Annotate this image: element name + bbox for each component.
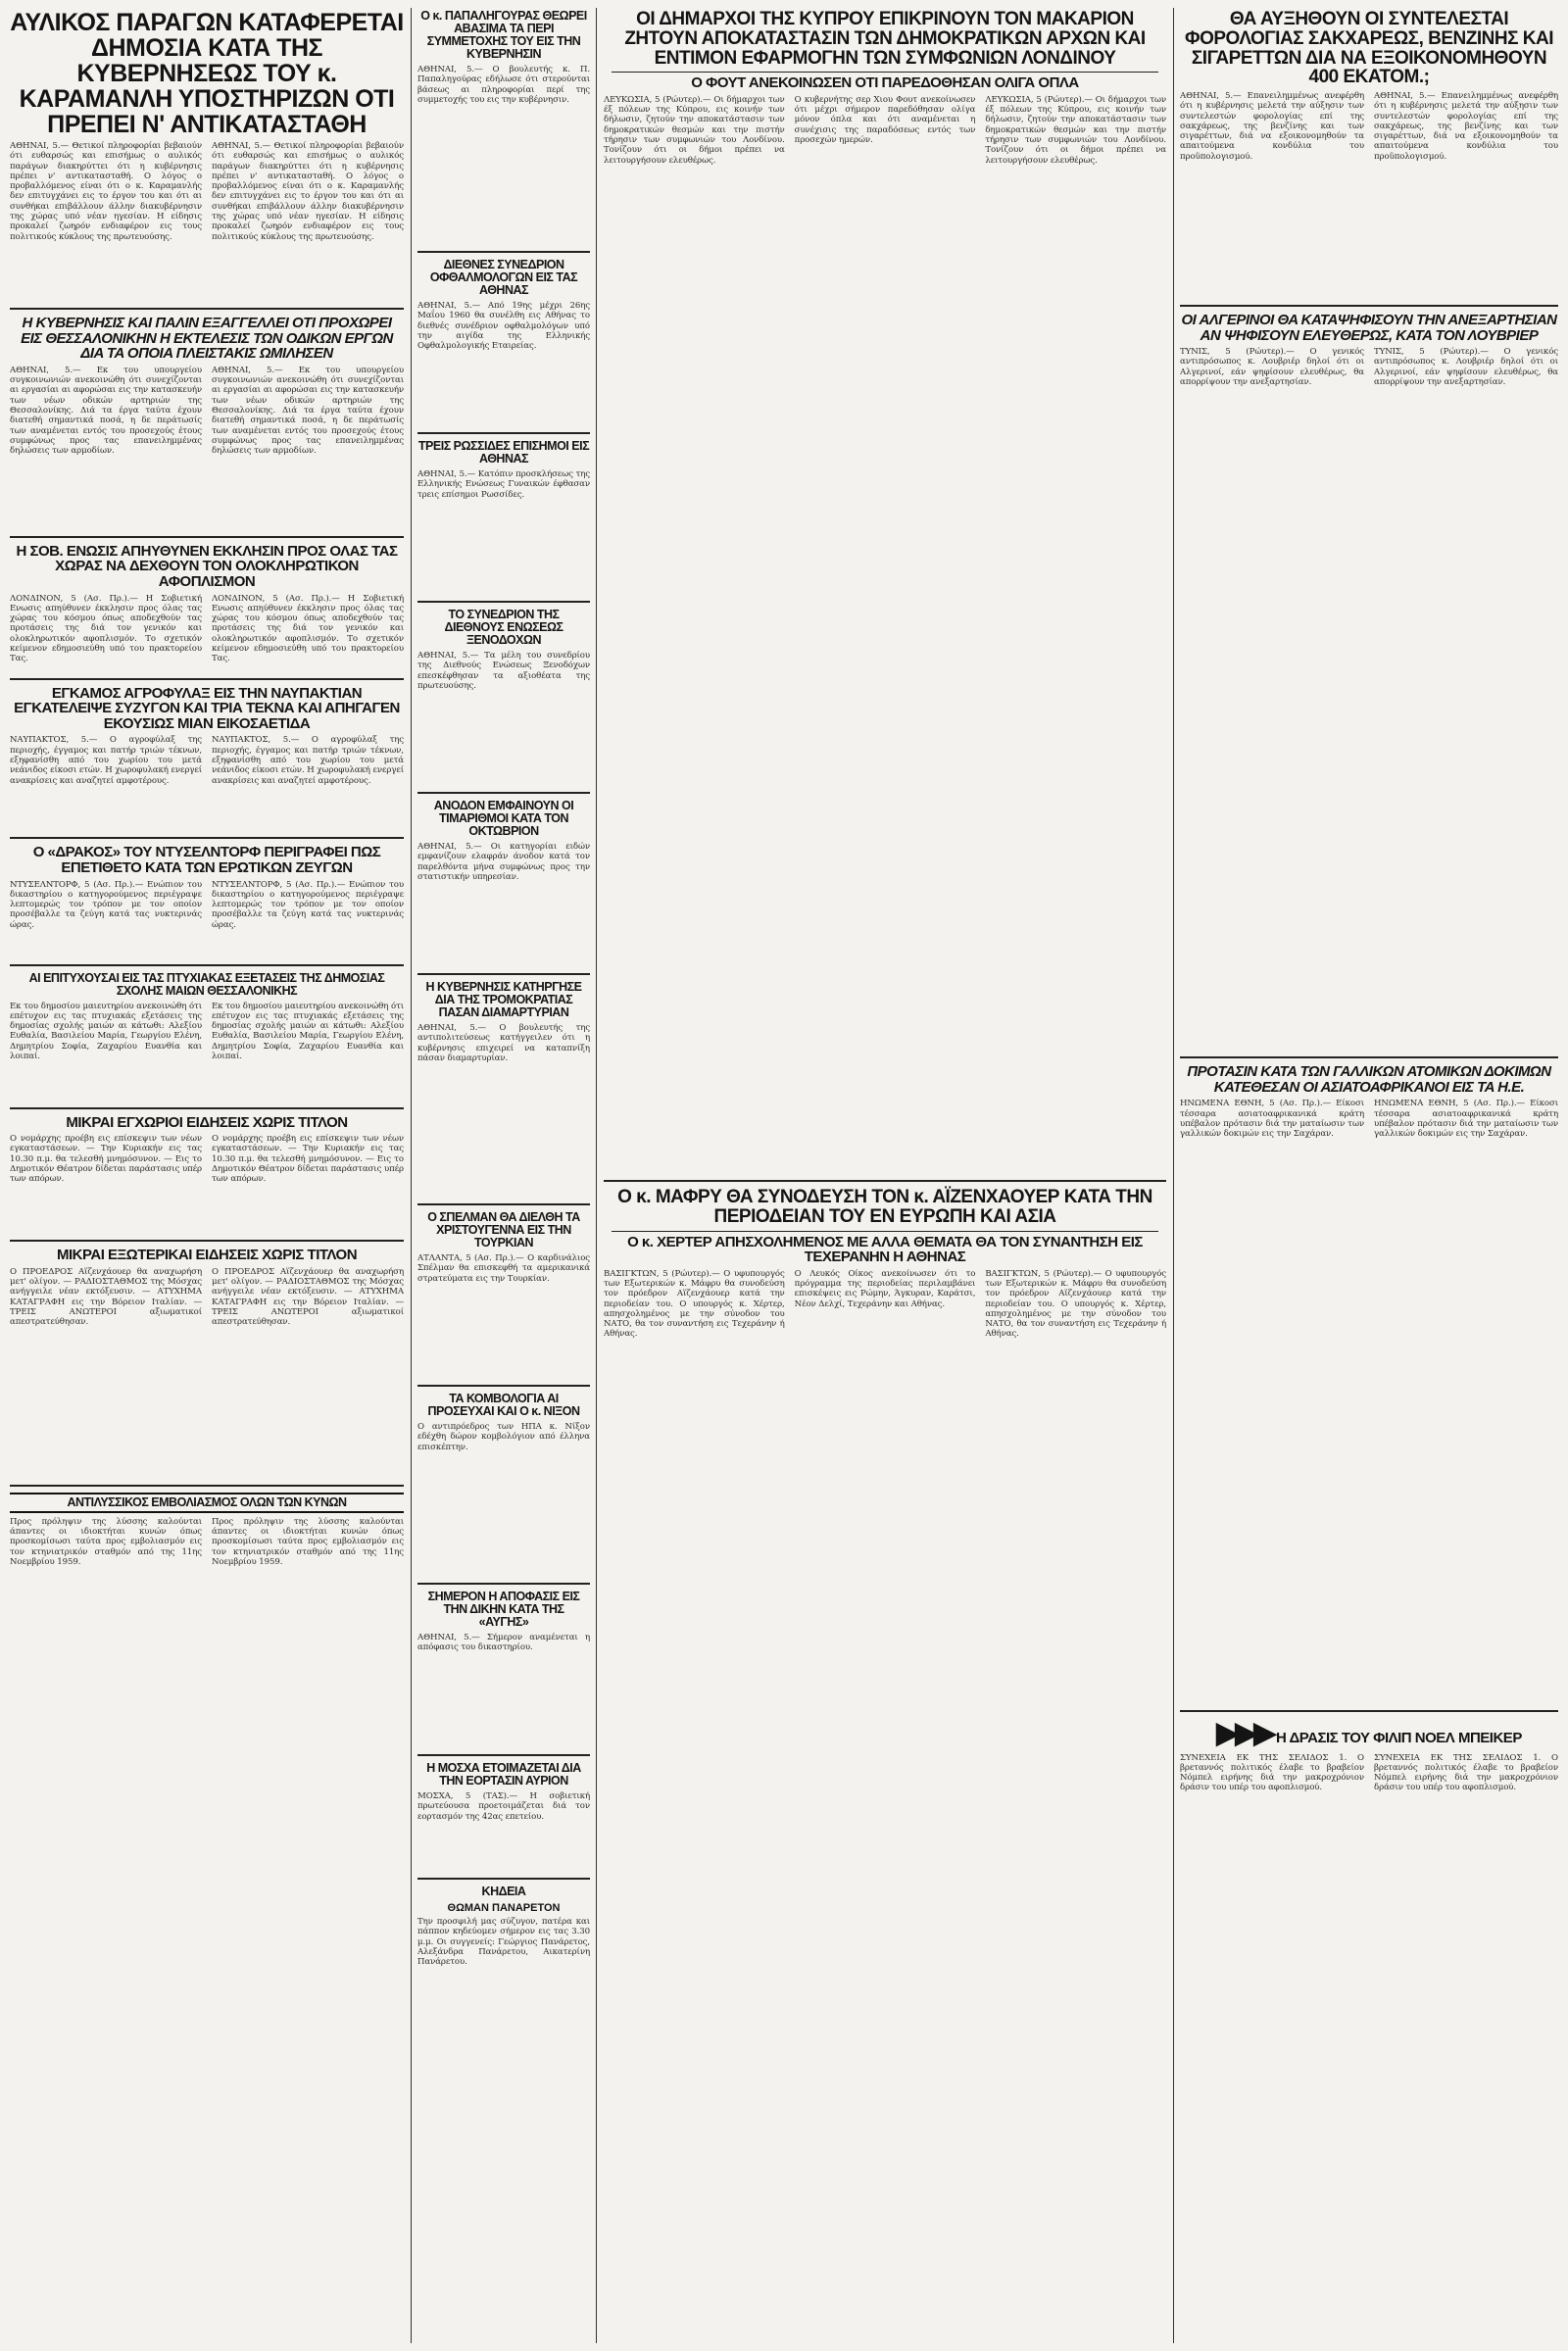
article-body: ΗΝΩΜΕΝΑ ΕΘΝΗ, 5 (Ασ. Πρ.).— Είκοσι τέσσαρα ασιατοαφρικανικά κράτη υπέβαλον πρότασιν διά την ματαίωσιν των γαλλικών δοκιμών εις την Σαχάραν. (1180, 1099, 1364, 1140)
headline: ΣΗΜΕΡΟΝ Η ΑΠΟΦΑΣΙΣ ΕΙΣ ΤΗΝ ΔΙΚΗΝ ΚΑΤΑ ΤΗΣ «ΑΥΓΗΣ» (427, 1590, 580, 1629)
column-rule (411, 8, 412, 2343)
headline: ΑΙ ΕΠΙΤΥΧΟΥΣΑΙ ΕΙΣ ΤΑΣ ΠΤΥΧΙΑΚΑΣ ΕΞΕΤΑΣΕΙΣ ΤΗΣ ΔΗΜΟΣΙΑΣ ΣΧΟΛΗΣ ΜΑΙΩΝ ΘΕΣΣΑΛΟΝΙΚΗΣ (28, 970, 385, 998)
article-body-continued: Ο Λευκός Οίκος ανεκοίνωσεν ότι το πρόγραμμα της περιοδείας περιλαμβάνει επισκέψεις εις Ρώμην, Άγκυραν, Καράτσι, Νέον Δελχί, Τεχεράνην και Αθήνας. (794, 1268, 976, 1309)
article-body-continued: ΗΝΩΜΕΝΑ ΕΘΝΗ, 5 (Ασ. Πρ.).— Είκοσι τέσσαρα ασιατοαφρικανικά κράτη υπέβαλον πρότασιν διά την ματαίωσιν των γαλλικών δοκιμών εις την Σαχάραν. (1374, 1099, 1558, 1140)
headline: ΜΙΚΡΑΙ ΕΓΧΩΡΙΟΙ ΕΙΔΗΣΕΙΣ ΧΩΡΙΣ ΤΙΤΛΟΝ (66, 1113, 348, 1131)
article-soviet-disarmament (10, 544, 404, 680)
article-body: ΑΘΗΝΑΙ, 5.— Εκ του υπουργείου συγκοινωνιών ανεκοινώθη ότι συνεχίζονται αι εργασίαι αι αφορώσαι εις την κατασκευήν των νέων οδικών αρτηριών της Θεσσαλονίκης. Διά τα έργα ταύτα έχουν διατεθή σημαντικά ποσά, η δε περάτωσίς των αναμένεται εντός του προσεχούς έτους συμφώνως προς τας επανειλημμένας δηλώσεις των αρμοδίων. (10, 365, 202, 457)
article-body-continued: Προς πρόληψιν της λύσσης καλούνται άπαντες οι ιδιοκτήται κυνών όπως προσκομίσωσι ταύτα προς εμβολιασμόν εις τον κτηνιατρικόν σταθμόν από της 11ης Νοεμβρίου 1959. (212, 1516, 404, 1567)
column-1 (6, 8, 408, 2343)
article-body: ΝΑΥΠΑΚΤΟΣ, 5.— Ο αγροφύλαξ της περιοχής, έγγαμος και πατήρ τριών τέκνων, εξηφανίσθη από του χωρίου του μετά νεάνιδος είκοσι ετών. Η χωροφυλακή ενεργεί ανακρίσεις και αναζητεί αμφοτέρους. (10, 735, 202, 786)
article-murphy-eisenhower (604, 1188, 1166, 2263)
arrows-icon: ▶▶▶ (1216, 1717, 1273, 1750)
article-papaligouras (417, 10, 590, 253)
article-body-continued: ΑΘΗΝΑΙ, 5.— Θετικοί πληροφορίαι βεβαιούν ότι ευθαρσώς και επισήμως ο αυλικός παράγων διακηρύττει ότι η κυβέρνησις πρέπει ν' αντικατασταθή. Ο λόγος ο προβαλλόμενος είναι ότι ο κ. Καραμανλής δεν επιτυγχάνει εις το έργον του και ότι αι συνθήκαι επιβάλλουν άλλην διακυβέρνησιν της χώρας υπό νέαν ηγεσίαν. Η είδησις προκαλεί ζωηρόν ενδιαφέρον εις τους πολιτικούς κύκλους της πρωτευούσης. (212, 141, 404, 242)
article-body-continued: ΣΥΝΕΧΕΙΑ ΕΚ ΤΗΣ ΣΕΛΙΔΟΣ 1. Ο βρεταννός πολιτικός έλαβε το βραβείον Νόμπελ ειρήνης διά την μακροχρόνιον δράσιν του υπέρ του αφοπλισμού. (1374, 1752, 1558, 1793)
headline: ΜΙΚΡΑΙ ΕΞΩΤΕΡΙΚΑΙ ΕΙΔΗΣΕΙΣ ΧΩΡΙΣ ΤΙΤΛΟΝ (56, 1247, 358, 1264)
article-body: Εκ του δημοσίου μαιευτηρίου ανεκοινώθη ότι επέτυχον εις τας πτυχιακάς εξετάσεις της δημοσίας σχολής μαιών αι κάτωθι: Αλεξίου Ευθαλία, Βασιλείου Μαρία, Γεωργίου Ελένη, Δημητρίου Σοφία, Ζαχαρίου Ευανθία και λοιπαί. (10, 1001, 202, 1062)
article-body: ΣΥΝΕΧΕΙΑ ΕΚ ΤΗΣ ΣΕΛΙΔΟΣ 1. Ο βρεταννός πολιτικός έλαβε το βραβείον Νόμπελ ειρήνης διά την μακροχρόνιον δράσιν του υπέρ του αφοπλισμού. (1180, 1752, 1364, 1793)
article-body: ΛΕΥΚΩΣΙΑ, 5 (Ρώυτερ).— Οι δήμαρχοι των έξ πόλεων της Κύπρου, εις κοινήν των δήλωσιν, ζητούν την αποκατάστασιν των δημοκρατικών θεσμών και την πιστήν τήρησιν των συμφωνιών του Λονδίνου. Τονίζουν ότι οι δήμοι πρέπει να λειτουργήσουν ελευθέρως. (604, 94, 785, 166)
column-4 (1176, 8, 1562, 2343)
article-body: ΝΤΥΣΕΛΝΤΟΡΦ, 5 (Ασ. Πρ.).— Ενώπιον του δικαστηρίου ο κατηγορούμενος περιέγραψε λεπτομερώς τον τρόπον με τον οποίον προσέβαλλε τα ζεύγη κατά τας νυκτερινάς ώρας. (10, 879, 202, 930)
article-dusseldorf (10, 845, 404, 965)
article-spellman (417, 1211, 590, 1387)
article-taxation (1180, 10, 1558, 307)
article-foreign-brief (10, 1248, 404, 1487)
article-price-index (417, 800, 590, 975)
article-body: ΑΘΗΝΑΙ, 5.— Θετικοί πληροφορίαι βεβαιούν ότι ευθαρσώς και επισήμως ο αυλικός παράγων διακηρύττει ότι η κυβέρνησις πρέπει ν' αντικατασταθή. Ο λόγος ο προβαλλόμενος είναι ότι ο κ. Καραμανλής δεν επιτυγχάνει εις το έργον του και ότι αι συνθήκαι επιβάλλουν άλλην διακυβέρνησιν της χώρας υπό νέαν ηγεσίαν. Η είδησις προκαλεί ζωηρόν ενδιαφέρον εις τους πολιτικούς κύκλους της πρωτευούσης. (10, 141, 202, 242)
article-body: ΑΘΗΝΑΙ, 5.— Ο βουλευτής της αντιπολιτεύσεως κατήγγειλεν ότι η κυβέρνησις επιχειρεί να καταπνίξη πάσαν διαμαρτυρίαν. (417, 1023, 590, 1063)
subheadline: Ο κ. ΧΕΡΤΕΡ ΑΠΗΣΧΟΛΗΜΕΝΟΣ ΜΕ ΑΛΛΑ ΘΕΜΑΤΑ ΘΑ ΤΟΝ ΣΥΝΑΝΤΗΣΗ ΕΙΣ ΤΕΧΕΡΑΝΗΝ Η ΑΘΗΝΑΣ (627, 1233, 1143, 1266)
article-body-continued: ΑΘΗΝΑΙ, 5.— Εκ του υπουργείου συγκοινωνιών ανεκοινώθη ότι συνεχίζονται αι εργασίαι αι αφορώσαι εις την κατασκευήν των νέων οδικών αρτηριών της Θεσσαλονίκης. Διά τα έργα ταύτα έχουν διατεθή σημαντικά ποσά, η δε περάτωσίς των αναμένεται εντός του προσεχούς έτους συμφώνως προς τας επανειλημμένας δηλώσεις των αρμοδίων. (212, 365, 404, 457)
article-body: ΑΘΗΝΑΙ, 5.— Κατόπιν προσκλήσεως της Ελληνικής Ενώσεως Γυναικών έφθασαν τρεις επίσημοι Ρωσσίδες. (417, 469, 590, 500)
headline: ΔΙΕΘΝΕΣ ΣΥΝΕΔΡΙΟΝ ΟΦΘΑΛΜΟΛΟΓΩΝ ΕΙΣ ΤΑΣ ΑΘΗΝΑΣ (429, 258, 578, 297)
article-body: Ο ΠΡΟΕΔΡΟΣ Αϊζενχάουερ θα αναχωρήση μετ' ολίγον. — ΡΑΔΙΟΣΤΑΘΜΟΣ της Μόσχας ανήγγειλε νέαν εκτόξευσιν. — ΑΤΥΧΗΜΑ ΚΑΤΑΓΡΑΦΗ εις την Βόρειον Ιταλίαν. — ΤΡΕΙΣ ΑΝΩΤΕΡΟΙ αξιωματικοί απεστρατεύθησαν. (10, 1266, 202, 1328)
article-body-continued-2: ΛΕΥΚΩΣΙΑ, 5 (Ρώυτερ).— Οι δήμαρχοι των έξ πόλεων της Κύπρου, εις κοινήν των δήλωσιν, ζητούν την αποκατάστασιν των δημοκρατικών θεσμών και την πιστήν τήρησιν των συμφωνιών του Λονδίνου. Τονίζουν ότι οι δήμοι πρέπει να λειτουργήσουν ελευθέρως. (985, 94, 1167, 166)
headline: ΘΑ ΑΥΞΗΘΟΥΝ ΟΙ ΣΥΝΤΕΛΕΣΤΑΙ ΦΟΡΟΛΟΓΙΑΣ ΣΑΚΧΑΡΕΩΣ, ΒΕΝΖΙΝΗΣ ΚΑΙ ΣΙΓΑΡΕΤΤΩΝ ΔΙΑ ΝΑ ΕΞΟΙΚΟΝΟΜΗΘΟΥΝ 400 ΕΚΑΤΟΜ.; (1185, 9, 1553, 88)
article-body: ΛΟΝΔΙΝΟΝ, 5 (Ασ. Πρ.).— Η Σοβιετική Ενωσις απηύθυνεν έκκλησιν προς όλας τας χώρας του κόσμου όπως αποδεχθούν τας προτάσεις της διά τον γενικόν και ολοκληρωτικόν αφοπλισμόν. Το σχετικόν κείμενον εδημοσιεύθη υπό του πρακτορείου Τας. (10, 593, 202, 664)
headline: Ο ΣΠΕΛΜΑΝ ΘΑ ΔΙΕΛΘΗ ΤΑ ΧΡΙΣΤΟΥΓΕΝΝΑ ΕΙΣ ΤΗΝ ΤΟΥΡΚΙΑΝ (427, 1210, 580, 1249)
article-moscow (417, 1762, 590, 1880)
article-body-continued: Ο νομάρχης προέβη εις επίσκεψιν των νέων εγκαταστάσεων. — Την Κυριακήν εις τας 10.30 π.μ. θα τελεσθή μνημόσυνον. — Εις το Δημοτικόν Θέατρον δίδεται παράστασις υπέρ των απόρων. (212, 1134, 404, 1185)
article-algerians (1180, 313, 1558, 1058)
article-body-continued: ΝΑΥΠΑΚΤΟΣ, 5.— Ο αγροφύλαξ της περιοχής, έγγαμος και πατήρ τριών τέκνων, εξηφανίσθη από του χωρίου του μετά νεάνιδος είκοσι ετών. Η χωροφυλακή ενεργεί ανακρίσεις και αναζητεί αμφοτέρους. (212, 735, 404, 786)
headline: ΑΝΤΙΛΥΣΣΙΚΟΣ ΕΜΒΟΛΙΑΣΜΟΣ ΟΛΩΝ ΤΩΝ ΚΥΝΩΝ (10, 1493, 404, 1513)
headline: ΑΥΛΙΚΟΣ ΠΑΡΑΓΩΝ ΚΑΤΑΦΕΡΕΤΑΙ ΔΗΜΟΣΙΑ ΚΑΤΑ ΤΗΣ ΚΥΒΕΡΝΗΣΕΩΣ ΤΟΥ κ. ΚΑΡΑΜΑΝΛΗ ΥΠΟΣΤΗΡΙΖΩΝ ΟΤΙ ΠΡΕΠΕΙ Ν' ΑΝΤΙΚΑΤΑΣΤΑΘΗ (10, 9, 404, 138)
article-body: Προς πρόληψιν της λύσσης καλούνται άπαντες οι ιδιοκτήται κυνών όπως προσκομίσωσι ταύτα προς εμβολιασμόν εις τον κτηνιατρικόν σταθμόν από της 11ης Νοεμβρίου 1959. (10, 1516, 202, 1567)
headline: Ο κ. ΠΑΠΑΛΗΓΟΥΡΑΣ ΘΕΩΡΕΙ ΑΒΑΣΙΜΑ ΤΑ ΠΕΡΙ ΣΥΜΜΕΤΟΧΗΣ ΤΟΥ ΕΙΣ ΤΗΝ ΚΥΒΕΡΝΗΣΙΝ (420, 9, 587, 61)
article-terror (417, 981, 590, 1205)
article-body: ΤΥΝΙΣ, 5 (Ρώυτερ).— Ο γενικός αντιπρόσωπος κ. Λουβριέρ δηλοί ότι οι Αλγερινοί, εάν ψηφίσουν ελευθέρως, θα απορρίψουν την ανεξαρτησίαν. (1180, 347, 1364, 388)
article-body: ΑΘΗΝΑΙ, 5.— Οι κατηγορίαι ειδών εμφανίζουν ελαφράν άνοδον κατά τον παρελθόντα μήνα συμφώνως προς την στατιστικήν υπηρεσίαν. (417, 842, 590, 882)
headline: ΤΡΕΙΣ ΡΩΣΣΙΔΕΣ ΕΠΙΣΗΜΟΙ ΕΙΣ ΑΘΗΝΑΣ (417, 439, 590, 465)
headline: ΟΙ ΔΗΜΑΡΧΟΙ ΤΗΣ ΚΥΠΡΟΥ ΕΠΙΚΡΙΝΟΥΝ ΤΟΝ ΜΑΚΑΡΙΟΝ ΖΗΤΟΥΝ ΑΠΟΚΑΤΑΣΤΑΣΙΝ ΤΩΝ ΔΗΜΟΚΡΑΤΙΚΩΝ ΑΡΧΩΝ ΚΑΙ ΕΝΤΙΜΟΝ ΕΦΑΡΜΟΓΗΝ ΤΩΝ ΣΥΜΦΩΝΙΩΝ ΛΟΝΔΙΝΟΥ (624, 9, 1146, 69)
article-local-brief (10, 1115, 404, 1243)
article-body: ΑΘΗΝΑΙ, 5.— Σήμερον αναμένεται η απόφασις του δικαστηρίου. (417, 1633, 590, 1653)
article-nuclear-tests (1180, 1064, 1558, 1712)
article-body-continued: ΤΥΝΙΣ, 5 (Ρώυτερ).— Ο γενικός αντιπρόσωπος κ. Λουβριέρ δηλοί ότι οι Αλγερινοί, εάν ψηφίσουν ελευθέρως, θα απορρίψουν την ανεξαρτησίαν. (1374, 347, 1558, 388)
article-rabies (10, 1493, 404, 1678)
article-hoteliers (417, 609, 590, 794)
article-worry-beads (417, 1393, 590, 1585)
article-body: ΒΑΣΙΓΚΤΩΝ, 5 (Ρώυτερ).— Ο υφυπουργός των Εξωτερικών κ. Μάφρυ θα συνοδεύση τον πρόεδρον Αϊζενχάουερ κατά την περιοδείαν του. Ο υπουργός κ. Χέρτερ, απησχολημένος με την σύνοδον του ΝΑΤΟ, θα τον συναντήση εις Τεχεράνην ή Αθήνας. (604, 1268, 785, 1340)
headline: Η ΚΥΒΕΡΝΗΣΙΣ ΚΑΙ ΠΑΛΙΝ ΕΞΑΓΓΕΛΛΕΙ ΟΤΙ ΠΡΟΧΩΡΕΙ ΕΙΣ ΘΕΣΣΑΛΟΝΙΚΗΝ Η ΕΚΤΕΛΕΣΙΣ ΤΩΝ ΟΔΙΚΩΝ ΕΡΓΩΝ ΔΙΑ ΤΑ ΟΠΟΙΑ ΠΛΕΙΣΤΑΚΙΣ ΩΜΙΛΗΣΕΝ (21, 315, 393, 363)
article-noel-baker (1180, 1718, 1558, 1991)
column-3 (600, 8, 1170, 2343)
headline: ΤΟ ΣΥΝΕΔΡΙΟΝ ΤΗΣ ΔΙΕΘΝΟΥΣ ΕΝΩΣΕΩΣ ΞΕΝΟΔΟΧΩΝ (444, 608, 564, 647)
headline: ΠΡΟΤΑΣΙΝ ΚΑΤΑ ΤΩΝ ΓΑΛΛΙΚΩΝ ΑΤΟΜΙΚΩΝ ΔΟΚΙΜΩΝ ΚΑΤΕΘΕΣΑΝ ΟΙ ΑΣΙΑΤΟΑΦΡΙΚΑΝΟΙ ΕΙΣ ΤΑ Η.Ε. (1187, 1063, 1551, 1096)
column-rule (596, 8, 597, 2343)
headline (1180, 1718, 1558, 1748)
article-body: ΑΤΛΑΝΤΑ, 5 (Ασ. Πρ.).— Ο καρδινάλιος Σπέλμαν θα επισκεφθή τα αμερικανικά στρατεύματα εις την Τουρκίαν. (417, 1253, 590, 1284)
headline: Η ΚΥΒΕΡΝΗΣΙΣ ΚΑΤΗΡΓΗΣΕ ΔΙΑ ΤΗΣ ΤΡΟΜΟΚΡΑΤΙΑΣ ΠΑΣΑΝ ΔΙΑΜΑΡΤΥΡΙΑΝ (425, 980, 582, 1019)
article-midwives (10, 972, 404, 1109)
headline: Ο «ΔΡΑΚΟΣ» ΤΟΥ ΝΤΥΣΕΛΝΤΟΡΦ ΠΕΡΙΓΡΑΦΕΙ ΠΩΣ ΕΠΕΤΙΘΕΤΟ ΚΑΤΑ ΤΩΝ ΕΡΩΤΙΚΩΝ ΖΕΥΓΩΝ (32, 844, 381, 876)
article-body-continued: ΝΤΥΣΕΛΝΤΟΡΦ, 5 (Ασ. Πρ.).— Ενώπιον του δικαστηρίου ο κατηγορούμενος περιέγραψε λεπτομερώς τον τρόπον με τον οποίον προσέβαλλε τα ζεύγη κατά τας νυκτερινάς ώρας. (212, 879, 404, 930)
subheadline: Ο ΦΟΥΤ ΑΝΕΚΟΙΝΩΣΕΝ ΟΤΙ ΠΑΡΕΔΟΘΗΣΑΝ ΟΛΙΓΑ ΟΠΛΑ (691, 74, 1079, 92)
column-2 (414, 8, 594, 2343)
headline: Η ΣΟΒ. ΕΝΩΣΙΣ ΑΠΗΥΘΥΝΕΝ ΕΚΚΛΗΣΙΝ ΠΡΟΣ ΟΛΑΣ ΤΑΣ ΧΩΡΑΣ ΝΑ ΔΕΧΘΟΥΝ ΤΟΝ ΟΛΟΚΛΗΡΩΤΙΚΟΝ ΑΦΟΠΛΙΣΜΟΝ (16, 542, 398, 590)
article-russian-women (417, 440, 590, 603)
headline: ΟΙ ΑΛΓΕΡΙΝΟΙ ΘΑ ΚΑΤΑΨΗΦΙΣΟΥΝ ΤΗΝ ΑΝΕΞΑΡΤΗΣΙΑΝ ΑΝ ΨΗΦΙΣΟΥΝ ΕΛΕΥΘΕΡΩΣ, ΚΑΤΑ ΤΟΝ ΛΟΥΒΡΙΕΡ (1181, 312, 1557, 344)
headline: Ο κ. ΜΑΦΡΥ ΘΑ ΣΥΝΟΔΕΥΣΗ ΤΟΝ κ. ΑΪΖΕΝΧΑΟΥΕΡ ΚΑΤΑ ΤΗΝ ΠΕΡΙΟΔΕΙΑΝ ΤΟΥ ΕΝ ΕΥΡΩΠΗ ΚΑΙ ΑΣΙΑ (617, 1187, 1152, 1227)
column-rule (1173, 8, 1174, 2343)
article-body-continued: Ο κυβερνήτης σερ Χιου Φουτ ανεκοίνωσεν ότι μέχρι σήμερον παρεδόθησαν ολίγα μόνον όπλα και ότι αναμένεται η συνέχισις της παραδόσεως εντός των προσεχών ημερών. (794, 94, 976, 146)
article-avgi-trial (417, 1591, 590, 1756)
article-court-factor (10, 10, 404, 310)
article-body-continued: Ο ΠΡΟΕΔΡΟΣ Αϊζενχάουερ θα αναχωρήση μετ' ολίγον. — ΡΑΔΙΟΣΤΑΘΜΟΣ της Μόσχας ανήγγειλε νέαν εκτόξευσιν. — ΑΤΥΧΗΜΑ ΚΑΤΑΓΡΑΦΗ εις την Βόρειον Ιταλίαν. — ΤΡΕΙΣ ΑΝΩΤΕΡΟΙ αξιωματικοί απεστρατεύθησαν. (212, 1266, 404, 1328)
article-body: ΜΟΣΧΑ, 5 (ΤΑΣ).— Η σοβιετική πρωτεύουσα προετοιμάζεται διά τον εορτασμόν της 42ας επετείου. (417, 1791, 590, 1822)
article-body-continued: ΑΘΗΝΑΙ, 5.— Επανειλημμένως ανεφέρθη ότι η κυβέρνησις μελετά την αύξησιν των συντελεστών φορολογίας επί της σακχάρεως, της βενζίνης και των σιγαρέττων, διά να εξοικονομηθούν τα απαιτούμενα κονδύλια του προϋπολογισμού. (1374, 91, 1558, 162)
article-body-continued-2: ΒΑΣΙΓΚΤΩΝ, 5 (Ρώυτερ).— Ο υφυπουργός των Εξωτερικών κ. Μάφρυ θα συνοδεύση τον πρόεδρον Αϊζενχάουερ κατά την περιοδείαν του. Ο υπουργός κ. Χέρτερ, απησχολημένος με την σύνοδον του ΝΑΤΟ, θα τον συναντήση εις Τεχεράνην ή Αθήνας. (985, 1268, 1167, 1340)
article-body-continued: ΛΟΝΔΙΝΟΝ, 5 (Ασ. Πρ.).— Η Σοβιετική Ενωσις απηύθυνεν έκκλησιν προς όλας τας χώρας του κόσμου όπως αποδεχθούν τας προτάσεις της διά τον γενικόν και ολοκληρωτικόν αφοπλισμόν. Το σχετικόν κείμενον εδημοσιεύθη υπό του πρακτορείου Τας. (212, 593, 404, 664)
article-body: Ο νομάρχης προέβη εις επίσκεψιν των νέων εγκαταστάσεων. — Την Κυριακήν εις τας 10.30 π.μ. θα τελεσθή μνημόσυνον. — Εις το Δημοτικόν Θέατρον δίδεται παράστασις υπέρ των απόρων. (10, 1134, 202, 1185)
article-field-guard (10, 686, 404, 840)
article-body-continued: Εκ του δημοσίου μαιευτηρίου ανεκοινώθη ότι επέτυχον εις τας πτυχιακάς εξετάσεις της δημοσίας σχολής μαιών αι κάτωθι: Αλεξίου Ευθαλία, Βασιλείου Μαρία, Γεωργίου Ελένη, Δημητρίου Σοφία, Ζαχαρίου Ευανθία και λοιπαί. (212, 1001, 404, 1062)
article-body: Ο αντιπρόεδρος των ΗΠΑ κ. Νίξον εδέχθη δώρον κομβολόγιον από έλληνα επισκέπτην. (417, 1422, 590, 1452)
headline-text: Η ΔΡΑΣΙΣ ΤΟΥ ΦΙΛΙΠ ΝΟΕΛ ΜΠΕΙΚΕΡ (1276, 1730, 1522, 1747)
article-cyprus-mayors (604, 10, 1166, 1182)
article-body: Την προσφιλή μας σύζυγον, πατέρα και πάππον κηδεύομεν σήμερον εις τας 3.30 μ.μ. Οι συγγενείς: Γεώργιος Πανάρετος, Αλεξάνδρα Πανάρετου, Αικατερίνη Πανάρετου. (417, 1917, 590, 1968)
headline: Η ΜΟΣΧΑ ΕΤΟΙΜΑΖΕΤΑΙ ΔΙΑ ΤΗΝ ΕΟΡΤΑΣΙΝ ΑΥΡΙΟΝ (426, 1761, 581, 1788)
deceased-name: ΘΩΜΑΝ ΠΑΝΑΡΕΤΟΝ (447, 1902, 561, 1914)
headline: ΤΑ ΚΟΜΒΟΛΟΓΙΑ ΑΙ ΠΡΟΣΕΥΧΑΙ ΚΑΙ Ο κ. ΝΙΞΟΝ (427, 1392, 580, 1418)
article-body: ΑΘΗΝΑΙ, 5.— Τα μέλη του συνεδρίου της Διεθνούς Ενώσεως Ξενοδόχων επεσκέφθησαν τα αξιοθέατα της πρωτευούσης. (417, 651, 590, 691)
headline: ΑΝΟΔΟΝ ΕΜΦΑΙΝΟΥΝ ΟΙ ΤΙΜΑΡΙΘΜΟΙ ΚΑΤΑ ΤΟΝ ΟΚΤΩΒΡΙΟΝ (433, 799, 574, 838)
article-road-works (10, 316, 404, 538)
headline: ΕΓΚΑΜΟΣ ΑΓΡΟΦΥΛΑΞ ΕΙΣ ΤΗΝ ΝΑΥΠΑΚΤΙΑΝ ΕΓΚΑΤΕΛΕΙΨΕ ΣΥΖΥΓΟΝ ΚΑΙ ΤΡΙΑ ΤΕΚΝΑ ΚΑΙ ΑΠΗΓΑΓΕΝ ΕΚΟΥΣΙΩΣ ΜΙΑΝ ΕΙΚΟΣΑΕΤΙΔΑ (14, 684, 400, 732)
article-body: ΑΘΗΝΑΙ, 5.— Επανειλημμένως ανεφέρθη ότι η κυβέρνησις μελετά την αύξησιν των συντελεστών φορολογίας επί της σακχάρεως, της βενζίνης και των σιγαρέττων, διά να εξοικονομηθούν τα απαιτούμενα κονδύλια του προϋπολογισμού. (1180, 91, 1364, 162)
article-body: ΑΘΗΝΑΙ, 5.— Από 19ης μέχρι 26ης Μαΐου 1960 θα συνέλθη εις Αθήνας το διεθνές συνέδριον οφθαλμολόγων υπό την αιγίδα της Ελληνικής Οφθαλμολογικής Εταιρείας. (417, 301, 590, 352)
article-funeral-notice (417, 1886, 590, 2015)
article-ophthalmology (417, 259, 590, 434)
article-body: ΑΘΗΝΑΙ, 5.— Ο βουλευτής κ. Π. Παπαληγούρας εδήλωσε ότι στερούνται βάσεως αι πληροφορίαι περί της συμμετοχής του εις την κυβέρνησιν. (417, 65, 590, 105)
headline: ΚΗΔΕΙΑ (481, 1885, 526, 1898)
